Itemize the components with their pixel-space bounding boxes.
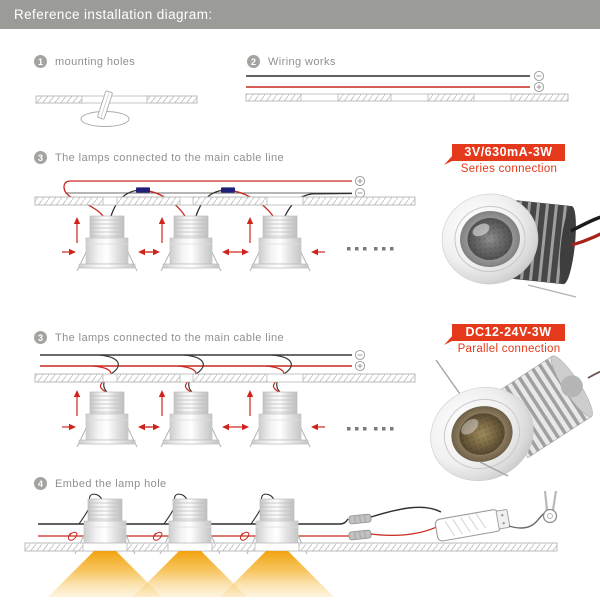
minus-polarity-icon [534,71,543,80]
up-arrow-icon [247,217,253,243]
spring-pin [436,360,460,394]
step-3-parallel-label [34,331,284,344]
header-bar [0,0,600,29]
light-cone [220,551,334,597]
up-arrow-icon [74,217,80,243]
parallel-connection-diagram [35,350,415,447]
spotlight-lamp [77,392,137,447]
step-4-label [34,477,167,490]
mounting-holes-diagram [36,91,197,127]
step-2-number-badge: 2 [247,55,260,68]
wire [588,364,600,378]
ellipsis-dots-icon [347,247,394,251]
series-connection-label: Series connection [460,163,558,175]
up-arrow-icon [247,390,253,416]
step-1-text: mounting holes [55,55,136,68]
step-2-text: Wiring works [268,55,336,68]
step-3-parallel-text: The lamps connected to the main cable line [55,331,284,344]
step-1-label [34,55,135,68]
ellipsis-dots-icon [347,427,394,431]
up-arrow-icon [159,217,165,243]
spotlight-lamp [250,216,310,271]
series-spec-badge: 3V/630mA-3W [452,144,565,161]
step-2-label [247,55,336,68]
parallel-lamp-photo [417,350,600,495]
step-3-series-label [34,151,284,164]
wire-connector [136,187,150,192]
step-1-number-badge: 1 [34,55,47,68]
minus-polarity-icon [355,350,364,359]
plus-polarity-icon [355,361,364,370]
series-lamp-photo [438,189,600,297]
spotlight-lamp [77,216,137,271]
plus-polarity-icon [534,82,543,91]
up-arrow-icon [159,390,165,416]
step-3-number-badge: 3 [34,151,47,164]
series-connection-diagram [35,176,415,271]
parallel-spec-badge: DC12-24V-3W [452,324,565,341]
crimp-connectors [349,514,372,540]
wire-connector [221,187,235,192]
spotlight-lamp [161,392,221,447]
parallel-connection-label: Parallel connection [457,343,561,355]
power-plug-icon [544,491,557,523]
minus-polarity-icon [355,188,364,197]
spotlight-lamp [161,216,221,271]
step-3-number-badge: 3 [34,331,47,344]
up-arrow-icon [74,390,80,416]
plus-polarity-icon [355,176,364,185]
led-driver [435,507,511,541]
embed-lamp-diagram [25,491,557,597]
wiring-works-diagram [246,71,568,101]
spotlight-lamp [250,392,310,447]
spring-pin [528,285,576,297]
page-title: Reference installation diagram: [14,7,213,22]
step-4-number-badge: 4 [34,477,47,490]
step-3-series-text: The lamps connected to the main cable line [55,151,284,164]
step-4-text: Embed the lamp hole [55,477,167,490]
